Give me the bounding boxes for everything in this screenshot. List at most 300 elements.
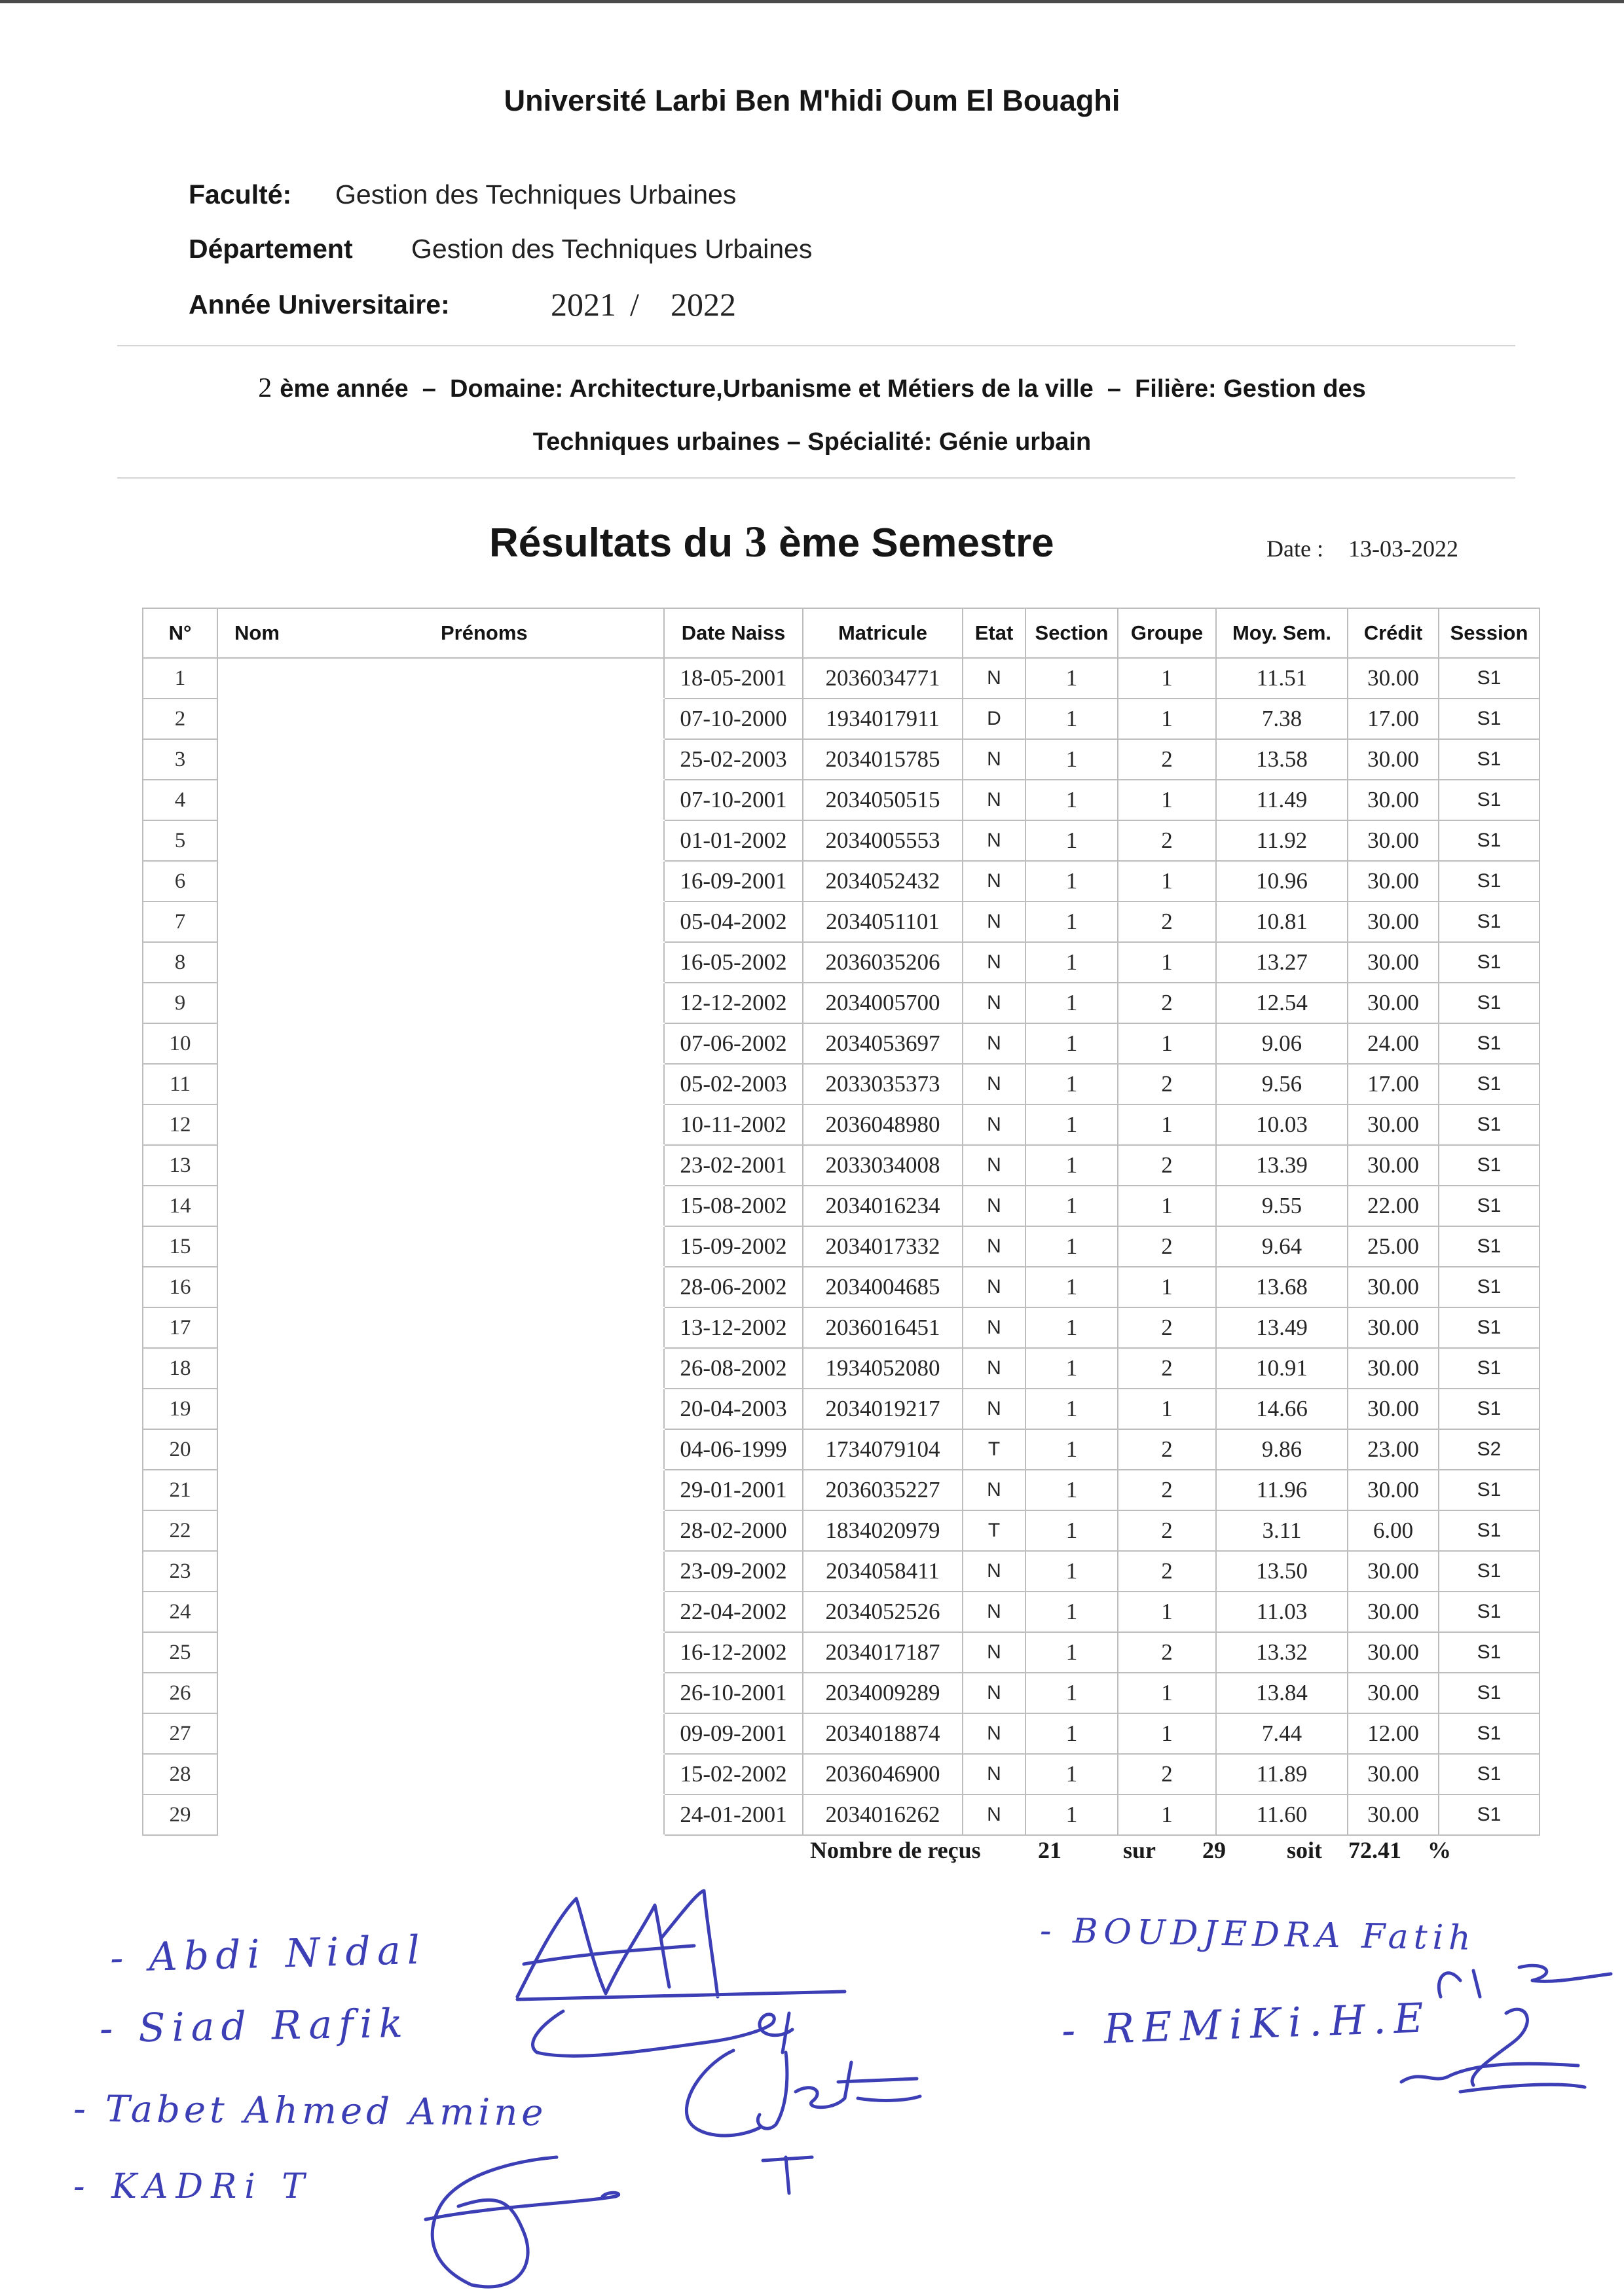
cell-groupe: 2: [1118, 1145, 1216, 1186]
cell-n: 11: [143, 1064, 217, 1104]
cell-date: 29-01-2001: [664, 1470, 803, 1510]
summary-total-count: 29: [1202, 1837, 1226, 1863]
cell-moy: 9.64: [1216, 1226, 1348, 1267]
cell-groupe: 1: [1118, 1795, 1216, 1835]
cell-n: 27: [143, 1713, 217, 1754]
cell-etat: N: [963, 1226, 1025, 1267]
cell-moy: 7.38: [1216, 699, 1348, 739]
cell-section: 1: [1025, 1551, 1118, 1592]
header-etat: Etat: [963, 608, 1025, 658]
cell-session: S1: [1439, 1673, 1540, 1713]
cell-session: S1: [1439, 1551, 1540, 1592]
cell-name-redacted: [217, 1551, 664, 1592]
cell-matricule: 2034018874: [803, 1713, 963, 1754]
cell-matricule: 2034052526: [803, 1592, 963, 1632]
header-name-cell: [217, 608, 664, 658]
cell-etat: N: [963, 983, 1025, 1023]
cell-credit: 30.00: [1348, 1104, 1439, 1145]
cell-n: 16: [143, 1267, 217, 1307]
cell-name-redacted: [217, 1226, 664, 1267]
cell-groupe: 2: [1118, 1226, 1216, 1267]
cell-etat: N: [963, 1307, 1025, 1348]
program-line-1: [0, 373, 1624, 404]
cell-etat: N: [963, 1267, 1025, 1307]
summary-rate-word: soit: [1287, 1837, 1322, 1863]
header-matricule: Matricule: [803, 608, 963, 658]
cell-date: 16-09-2001: [664, 861, 803, 902]
cell-groupe: 2: [1118, 1754, 1216, 1795]
cell-name-redacted: [217, 1592, 664, 1632]
cell-groupe: 1: [1118, 780, 1216, 820]
table-row: [143, 1429, 1540, 1470]
cell-name-redacted: [217, 1145, 664, 1186]
cell-section: 1: [1025, 1389, 1118, 1429]
cell-credit: 30.00: [1348, 739, 1439, 780]
cell-date: 23-09-2002: [664, 1551, 803, 1592]
cell-date: 09-09-2001: [664, 1713, 803, 1754]
cell-name-redacted: [217, 1713, 664, 1754]
cell-name-redacted: [217, 1470, 664, 1510]
cell-moy: 11.92: [1216, 820, 1348, 861]
divider-line: [117, 477, 1515, 479]
cell-matricule: 2034050515: [803, 780, 963, 820]
cell-section: 1: [1025, 983, 1118, 1023]
cell-credit: 30.00: [1348, 861, 1439, 902]
cell-section: 1: [1025, 658, 1118, 699]
table-row: [143, 820, 1540, 861]
cell-name-redacted: [217, 1267, 664, 1307]
cell-groupe: 1: [1118, 1023, 1216, 1064]
table-row: [143, 1470, 1540, 1510]
cell-section: 1: [1025, 1510, 1118, 1551]
cell-n: 4: [143, 780, 217, 820]
cell-n: 20: [143, 1429, 217, 1470]
cell-section: 1: [1025, 780, 1118, 820]
cell-session: S1: [1439, 1267, 1540, 1307]
divider-line: [117, 345, 1515, 346]
cell-etat: N: [963, 1104, 1025, 1145]
cell-etat: N: [963, 820, 1025, 861]
cell-credit: 25.00: [1348, 1226, 1439, 1267]
cell-moy: 7.44: [1216, 1713, 1348, 1754]
cell-etat: D: [963, 699, 1025, 739]
cell-n: 24: [143, 1592, 217, 1632]
cell-moy: 10.96: [1216, 861, 1348, 902]
cell-date: 25-02-2003: [664, 739, 803, 780]
cell-groupe: 1: [1118, 699, 1216, 739]
cell-date: 20-04-2003: [664, 1389, 803, 1429]
cell-date: 07-10-2001: [664, 780, 803, 820]
cell-section: 1: [1025, 1226, 1118, 1267]
cell-groupe: 2: [1118, 1348, 1216, 1389]
cell-moy: 13.49: [1216, 1307, 1348, 1348]
date-value: 13-03-2022: [1348, 536, 1458, 562]
cell-date: 07-06-2002: [664, 1023, 803, 1064]
cell-credit: 30.00: [1348, 1795, 1439, 1835]
cell-name-redacted: [217, 1754, 664, 1795]
cell-n: 22: [143, 1510, 217, 1551]
cell-section: 1: [1025, 1754, 1118, 1795]
table-row: [143, 1551, 1540, 1592]
handwritten-name: - KADRi T: [73, 2167, 313, 2206]
header-session: Session: [1439, 608, 1540, 658]
cell-name-redacted: [217, 1307, 664, 1348]
cell-name-redacted: [217, 739, 664, 780]
cell-section: 1: [1025, 1795, 1118, 1835]
title-text-after: ème Semestre: [779, 520, 1054, 566]
cell-matricule: 2034009289: [803, 1673, 963, 1713]
cell-moy: 14.66: [1216, 1389, 1348, 1429]
cell-moy: 9.06: [1216, 1023, 1348, 1064]
handwritten-name: - Tabet Ahmed Amine: [73, 2087, 547, 2135]
cell-name-redacted: [217, 780, 664, 820]
cell-session: S1: [1439, 1713, 1540, 1754]
table-row: [143, 1632, 1540, 1673]
cell-n: 28: [143, 1754, 217, 1795]
cell-etat: N: [963, 1023, 1025, 1064]
cell-matricule: 2034051101: [803, 902, 963, 942]
cell-matricule: 2034052432: [803, 861, 963, 902]
cell-matricule: 2034016234: [803, 1186, 963, 1226]
cell-name-redacted: [217, 1389, 664, 1429]
cell-name-redacted: [217, 1795, 664, 1835]
cell-n: 21: [143, 1470, 217, 1510]
cell-section: 1: [1025, 902, 1118, 942]
table-row: [143, 1307, 1540, 1348]
summary-received-count: 21: [1038, 1837, 1061, 1863]
table-row: [143, 1754, 1540, 1795]
cell-session: S1: [1439, 1795, 1540, 1835]
cell-credit: 23.00: [1348, 1429, 1439, 1470]
cell-name-redacted: [217, 820, 664, 861]
cell-matricule: 2036046900: [803, 1754, 963, 1795]
cell-matricule: 2033034008: [803, 1145, 963, 1186]
cell-groupe: 2: [1118, 739, 1216, 780]
cell-n: 9: [143, 983, 217, 1023]
summary-label: Nombre de reçus: [810, 1837, 981, 1863]
cell-matricule: 1834020979: [803, 1510, 963, 1551]
cell-credit: 24.00: [1348, 1023, 1439, 1064]
cell-credit: 30.00: [1348, 1551, 1439, 1592]
cell-date: 26-08-2002: [664, 1348, 803, 1389]
cell-groupe: 2: [1118, 1429, 1216, 1470]
department-label: Département: [189, 234, 353, 264]
cell-session: S1: [1439, 1104, 1540, 1145]
signature-scribble: [1401, 1965, 1611, 2092]
cell-n: 3: [143, 739, 217, 780]
table-row: [143, 780, 1540, 820]
cell-n: 29: [143, 1795, 217, 1835]
cell-credit: 30.00: [1348, 902, 1439, 942]
cell-session: S1: [1439, 1470, 1540, 1510]
cell-section: 1: [1025, 1186, 1118, 1226]
cell-session: S1: [1439, 1307, 1540, 1348]
cell-matricule: 2034005553: [803, 820, 963, 861]
cell-date: 28-06-2002: [664, 1267, 803, 1307]
cell-moy: 13.50: [1216, 1551, 1348, 1592]
summary-of-word: sur: [1123, 1837, 1156, 1863]
cell-credit: 30.00: [1348, 780, 1439, 820]
cell-name-redacted: [217, 1186, 664, 1226]
cell-date: 18-05-2001: [664, 658, 803, 699]
cell-matricule: 2036034771: [803, 658, 963, 699]
cell-moy: 11.60: [1216, 1795, 1348, 1835]
table-row: [143, 1795, 1540, 1835]
table-row: [143, 1510, 1540, 1551]
cell-moy: 11.51: [1216, 658, 1348, 699]
cell-date: 10-11-2002: [664, 1104, 803, 1145]
cell-session: S1: [1439, 739, 1540, 780]
table-row: [143, 1673, 1540, 1713]
cell-section: 1: [1025, 1632, 1118, 1673]
cell-credit: 30.00: [1348, 1592, 1439, 1632]
cell-session: S1: [1439, 780, 1540, 820]
cell-n: 5: [143, 820, 217, 861]
cell-etat: N: [963, 780, 1025, 820]
cell-moy: 10.81: [1216, 902, 1348, 942]
cell-credit: 22.00: [1348, 1186, 1439, 1226]
header-prenoms: Prénoms: [441, 621, 528, 644]
department-value: Gestion des Techniques Urbaines: [411, 234, 813, 264]
cell-name-redacted: [217, 1104, 664, 1145]
signatures-layer: [0, 1866, 1624, 2296]
cell-section: 1: [1025, 1064, 1118, 1104]
cell-section: 1: [1025, 739, 1118, 780]
cell-session: S1: [1439, 1754, 1540, 1795]
cell-session: S1: [1439, 1186, 1540, 1226]
header-nom: Nom: [234, 621, 280, 644]
cell-groupe: 1: [1118, 658, 1216, 699]
table-row: [143, 942, 1540, 983]
header-credit: Crédit: [1348, 608, 1439, 658]
table-row: [143, 658, 1540, 699]
cell-moy: 12.54: [1216, 983, 1348, 1023]
table-row: [143, 1389, 1540, 1429]
header-groupe: Groupe: [1118, 608, 1216, 658]
table-row: [143, 1713, 1540, 1754]
cell-n: 19: [143, 1389, 217, 1429]
academic-year-label: Année Universitaire:: [189, 289, 450, 319]
cell-session: S2: [1439, 1429, 1540, 1470]
cell-section: 1: [1025, 1429, 1118, 1470]
cell-session: S1: [1439, 1023, 1540, 1064]
cell-section: 1: [1025, 1673, 1118, 1713]
cell-matricule: 2034058411: [803, 1551, 963, 1592]
cell-etat: N: [963, 1795, 1025, 1835]
cell-date: 05-02-2003: [664, 1064, 803, 1104]
cell-credit: 30.00: [1348, 1267, 1439, 1307]
cell-matricule: 2034005700: [803, 983, 963, 1023]
cell-name-redacted: [217, 1510, 664, 1551]
handwritten-name: - Siad Rafik: [99, 2000, 410, 2052]
cell-session: S1: [1439, 1592, 1540, 1632]
cell-name-redacted: [217, 902, 664, 942]
cell-moy: 3.11: [1216, 1510, 1348, 1551]
cell-etat: N: [963, 1673, 1025, 1713]
date-label: Date :: [1266, 536, 1323, 562]
university-name: Université Larbi Ben M'hidi Oum El Bouaghi: [504, 84, 1120, 117]
cell-name-redacted: [217, 1673, 664, 1713]
cell-session: S1: [1439, 861, 1540, 902]
cell-section: 1: [1025, 1470, 1118, 1510]
cell-n: 12: [143, 1104, 217, 1145]
program-line-2: Techniques urbaines – Spécialité: Génie urbain: [532, 428, 1092, 456]
cell-date: 28-02-2000: [664, 1510, 803, 1551]
cell-credit: 30.00: [1348, 1754, 1439, 1795]
cell-etat: T: [963, 1429, 1025, 1470]
table-row: [143, 1023, 1540, 1064]
cell-n: 13: [143, 1145, 217, 1186]
cell-credit: 30.00: [1348, 1470, 1439, 1510]
cell-credit: 30.00: [1348, 983, 1439, 1023]
cell-n: 7: [143, 902, 217, 942]
cell-n: 18: [143, 1348, 217, 1389]
table-row: [143, 1592, 1540, 1632]
handwritten-name: - BOUDJEDRA Fatih: [1039, 1911, 1477, 1958]
cell-session: S1: [1439, 658, 1540, 699]
summary-percent-sign: %: [1428, 1837, 1451, 1863]
cell-date: 13-12-2002: [664, 1307, 803, 1348]
academic-year-end: 2022: [671, 286, 736, 323]
table-row: [143, 1104, 1540, 1145]
table-body: [143, 658, 1540, 1835]
cell-section: 1: [1025, 1713, 1118, 1754]
cell-etat: T: [963, 1510, 1025, 1551]
cell-moy: 11.49: [1216, 780, 1348, 820]
signature-scribble: [517, 1891, 845, 1999]
cell-etat: N: [963, 658, 1025, 699]
cell-moy: 13.27: [1216, 942, 1348, 983]
cell-credit: 30.00: [1348, 942, 1439, 983]
cell-credit: 30.00: [1348, 1673, 1439, 1713]
cell-session: S1: [1439, 699, 1540, 739]
cell-session: S1: [1439, 1064, 1540, 1104]
header-section: Section: [1025, 608, 1118, 658]
cell-session: S1: [1439, 1145, 1540, 1186]
cell-matricule: 2034015785: [803, 739, 963, 780]
cell-date: 16-12-2002: [664, 1632, 803, 1673]
table-row: [143, 1064, 1540, 1104]
cell-etat: N: [963, 1551, 1025, 1592]
cell-etat: N: [963, 1145, 1025, 1186]
cell-credit: 17.00: [1348, 699, 1439, 739]
cell-groupe: 1: [1118, 1186, 1216, 1226]
scan-edge: [0, 0, 1624, 3]
table-row: [143, 983, 1540, 1023]
cell-moy: 10.03: [1216, 1104, 1348, 1145]
cell-etat: N: [963, 902, 1025, 942]
cell-groupe: 2: [1118, 1064, 1216, 1104]
cell-moy: 11.89: [1216, 1754, 1348, 1795]
results-table: [142, 608, 1540, 1836]
faculty-value: Gestion des Techniques Urbaines: [335, 179, 737, 210]
program-level-number: 2: [258, 373, 272, 403]
handwritten-name: - Abdi Nidal: [109, 1927, 427, 1982]
cell-matricule: 2034017332: [803, 1226, 963, 1267]
summary-rate: 72.41: [1348, 1837, 1401, 1863]
cell-etat: N: [963, 942, 1025, 983]
cell-groupe: 2: [1118, 1551, 1216, 1592]
cell-name-redacted: [217, 983, 664, 1023]
cell-etat: N: [963, 861, 1025, 902]
cell-moy: 13.84: [1216, 1673, 1348, 1713]
faculty-label: Faculté:: [189, 179, 292, 210]
cell-groupe: 1: [1118, 1389, 1216, 1429]
cell-section: 1: [1025, 1023, 1118, 1064]
table-row: [143, 739, 1540, 780]
program-description: ème année – Domaine: Architecture,Urbanisme et Métiers de la ville – Filière: Gestion des: [280, 375, 1366, 403]
cell-date: 16-05-2002: [664, 942, 803, 983]
cell-matricule: 2036048980: [803, 1104, 963, 1145]
cell-name-redacted: [217, 699, 664, 739]
cell-n: 1: [143, 658, 217, 699]
cell-name-redacted: [217, 861, 664, 902]
table-row: [143, 1186, 1540, 1226]
cell-etat: N: [963, 1754, 1025, 1795]
cell-moy: 13.68: [1216, 1267, 1348, 1307]
cell-date: 15-09-2002: [664, 1226, 803, 1267]
cell-groupe: 2: [1118, 1307, 1216, 1348]
cell-groupe: 1: [1118, 1592, 1216, 1632]
cell-date: 26-10-2001: [664, 1673, 803, 1713]
cell-n: 2: [143, 699, 217, 739]
table-row: [143, 1267, 1540, 1307]
cell-session: S1: [1439, 983, 1540, 1023]
cell-section: 1: [1025, 820, 1118, 861]
cell-matricule: 2034053697: [803, 1023, 963, 1064]
cell-date: 23-02-2001: [664, 1145, 803, 1186]
cell-name-redacted: [217, 942, 664, 983]
cell-etat: N: [963, 1064, 1025, 1104]
cell-matricule: 1934017911: [803, 699, 963, 739]
handwritten-name: - REMiKi.H.E: [1060, 1994, 1432, 2054]
cell-date: 15-08-2002: [664, 1186, 803, 1226]
signature-scribble: [533, 2011, 792, 2056]
table-row: [143, 902, 1540, 942]
cell-section: 1: [1025, 942, 1118, 983]
cell-groupe: 1: [1118, 942, 1216, 983]
cell-credit: 6.00: [1348, 1510, 1439, 1551]
cell-date: 01-01-2002: [664, 820, 803, 861]
cell-section: 1: [1025, 699, 1118, 739]
cell-section: 1: [1025, 1592, 1118, 1632]
table-header-row: [143, 608, 1540, 658]
table-row: [143, 1348, 1540, 1389]
cell-section: 1: [1025, 1267, 1118, 1307]
cell-section: 1: [1025, 1307, 1118, 1348]
cell-credit: 30.00: [1348, 1389, 1439, 1429]
cell-name-redacted: [217, 1064, 664, 1104]
cell-matricule: 2036035206: [803, 942, 963, 983]
cell-n: 23: [143, 1551, 217, 1592]
cell-credit: 17.00: [1348, 1064, 1439, 1104]
cell-n: 26: [143, 1673, 217, 1713]
cell-date: 07-10-2000: [664, 699, 803, 739]
cell-matricule: 1734079104: [803, 1429, 963, 1470]
cell-credit: 30.00: [1348, 1348, 1439, 1389]
cell-matricule: 2034017187: [803, 1632, 963, 1673]
cell-name-redacted: [217, 1429, 664, 1470]
signature-scribble: [426, 2157, 619, 2287]
cell-n: 8: [143, 942, 217, 983]
cell-matricule: 2034004685: [803, 1267, 963, 1307]
cell-n: 10: [143, 1023, 217, 1064]
cell-matricule: 2036016451: [803, 1307, 963, 1348]
signature-scribble: [686, 2050, 920, 2193]
table-row: [143, 861, 1540, 902]
cell-moy: 11.03: [1216, 1592, 1348, 1632]
cell-matricule: 1934052080: [803, 1348, 963, 1389]
